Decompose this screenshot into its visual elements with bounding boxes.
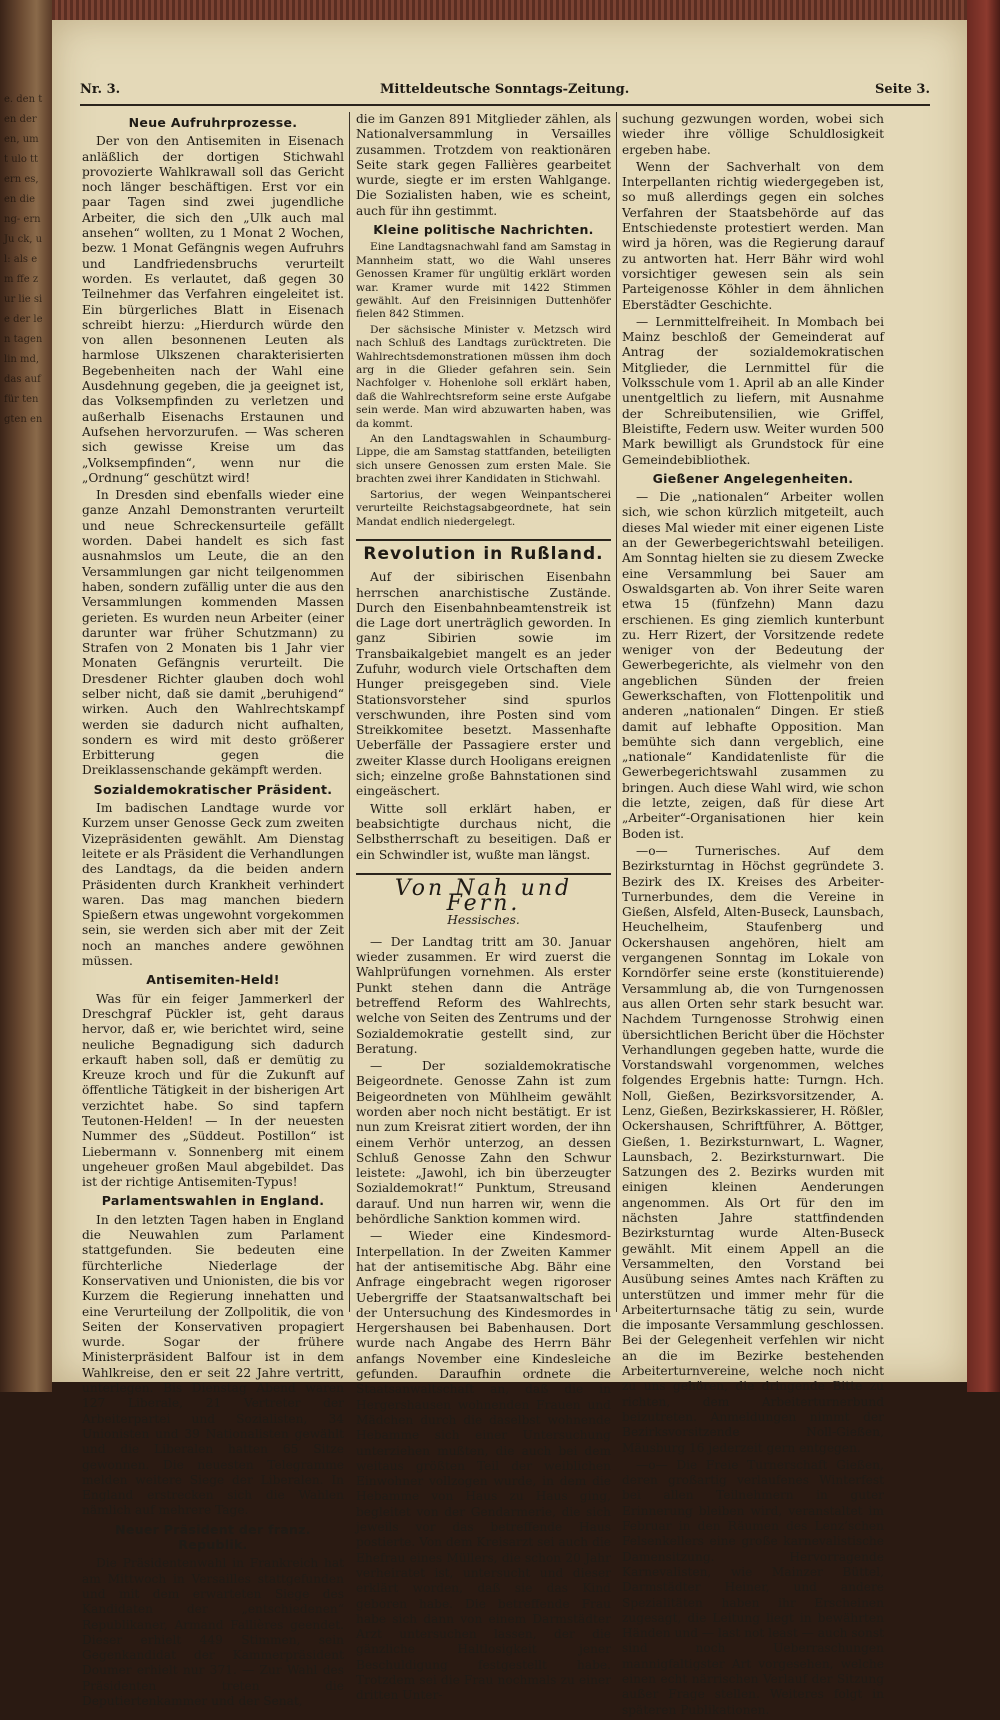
header-rule [80, 104, 930, 106]
paragraph: — Wieder eine Kindesmord-Interpellation. In der Zweiten Kammer hat der antisemitische Abg. Bähr eine Anfrage eingebracht wegen rigoroser Uebergriffe der Staatsanwaltschaft bei der Untersuchung des Kindesmordes in Hergershausen bei Babenhausen. Dort wurde nach Angabe des Herrn Bähr anfangs November eine Kindesleiche gefunden. Daraufhin ordnete die Staatsanwaltschaft an, daß die in Hergershausen wohnenden Frauen und Mädchen durch die daselbst wohnende Hebamme sich einer Untersuchung unterziehen mußten, die auch bei dem weitaus größten Teil der weiblichen Einwohner vollzogen wurde, in dem die Hebamme von Haus zu Haus ging, begleitet von der Gendarmerie, die sich jeweils vor das betreffende Haus postierte. Von dem Kreisarzt sei auch die Ehefrau eines Müllers, die schon 20 Jahr verheiratet ist, untersucht und dieser erklärt worden, daß sie das Kind geboren habe. Die betreffende Frau habe sich dann von einem Darmstädter Arzt untersuchen lassen, der die gänzliche Haltlosigkeit jener Beschuldigung festgestellt habe. Trotzdem sei die Frau nochmals zu einer dritten Unter- [356, 1229, 611, 1703]
paragraph: Der von den Antisemiten in Eisenach anläßlich der dortigen Stichwahl provozierte Wahlkrawall soll das Gericht noch länger beschäftigen. Erst vor ein paar Tagen sind zwei jugendliche Arbeiter, die sich den „Ulk auch mal ansehen“ wollten, zu 1 Monat 2 Wochen, bezw. 1 Monat Gefängnis wegen Aufruhrs und Landfriedensbruchs verurteilt worden. Es verlautet, daß gegen 30 Teilnehmer das Verfahren eingeleitet ist. Ein bürgerliches Blatt in Eisenach schreibt hierzu: „Hierdurch würde den von allen besonnenen Leuten als harmlose Ulkszenen charakterisierten Begebenheiten nach der Wahl eine Ausdehnung gegeben, die ja geeignet ist, das Volksempfinden zu verletzen und außerhalb Eisenachs Erstaunen und Aufsehen hervorzurufen. — Was scheren sich gewisse Kreise um das „Volksempfinden“, wenn nur die „Ordnung“ geschützt wird! [82, 134, 344, 485]
paragraph: In Dresden sind ebenfalls wieder eine ganze Anzahl Demonstranten verurteilt und neue Schreckensurteile gefällt worden. Dabei handelt es sich fast ausnahmslos um Leute, die an den Versammlungen gar nicht teilgenommen haben, sondern zufällig unter die aus den Versammlungen kommenden Massen gerieten. Es wurden neun Arbeiter (einer darunter war früher Schutzmann) zu Strafen von 2 Monaten bis 1 Jahr vier Monaten Gefängnis verurteilt. Die Dresdener Richter glauben doch wohl selber nicht, daß sie damit „beruhigend“ wirken. Auch den Wahlrechtskampf werden sie dadurch nicht aufhalten, sondern es wird mit desto größerer Erbitterung gegen die Dreiklassenschande gekämpft werden. [82, 488, 344, 778]
paragraph: —o— Turnerisches. Auf dem Bezirksturntag in Höchst gegründete 3. Bezirk des IX. Kreises des Arbeiter-Turnerbundes, dem die Vereine in Gießen, Alsfeld, Alten-Buseck, Launsbach, Heuchelheim, Staufenberg und Ockershausen angehören, hielt am vergangenen Sonntag im Lokale von Korndörfer seine erste (konstituierende) Versammlung ab, die von Turngenossen aus allen Orten sehr stark besucht war. Nachdem Turngenosse Strohwig einen übersichtlichen Bericht über die Höchster Verhandlungen gegeben hatte, wurde die Vorstandswahl vorgenommen, welches folgendes Ergebnis hatte: Turngn. Hch. Noll, Gießen, Bezirksvorsitzender, A. Lenz, Gießen, Bezirkskassierer, H. Rößler, Ockershausen, Schriftführer, A. Böttger, Gießen, 1. Bezirksturnwart, L. Wagner, Launsbach, 2. Bezirksturnwart. Die Satzungen des 2. Bezirks wurden mit einigen kleinen Aenderungen angenommen. Als Ort für den im nächsten Jahre stattfindenden Bezirksturntag wurde Alten-Buseck gewählt. Mit einem Appell an die Versammelten, den Vorstand bei Ausübung seines Amtes nach Kräften zu unterstützen und immer mehr für die Arbeiterturnsache tätig zu sein, wurde die imposante Versammlung geschlossen. Bei der Gelegenheit verfehlen wir nicht an die im Bezirke bestehenden Arbeiterturnvereine, welche noch nicht zu uns gehören, die dringende Bitte zu richten, dem Arbeiterturnerbund beizutreten. Anmeldungen nimmt der Bezirksvorsitzende Noll-Gießen, Mäusburg 16 jederzeit gern entgegen. [622, 843, 884, 1455]
column-divider [349, 112, 350, 1312]
book-binding-right [967, 0, 1000, 1392]
headline: Kleine politische Nachrichten. [373, 222, 594, 238]
paragraph: An den Landtagswahlen in Schaumburg-Lippe, die am Samstag stattfanden, beteiligten sich unsere Genossen zum ersten Male. Sie brachten zwei ihrer Kandidaten in Stichwahl. [356, 433, 611, 486]
column-divider [616, 112, 617, 1312]
paragraph: —o— Die Freie Turnerschaft Gießen, deren großartig verlaufenes Winterfest bei allen Teilnehmern in guter Erinnerung bleiben wird, veranstaltet im Februar in den Räumen des Lenz’schen Felsenkellers eine große karnevalistische Damensitzung. Hervorragende Karnevalisten, wie Mainzer Büttel, Darmstädter Heiner, und andere Spezialitäten haben ihr Erscheinen zugesagt, die Leitung liegt in bewährten Händen und — last not least — auch sonst sind noch Ueberraschungen mannigfaltigster Art vorgesehen, welche einen echt närrischen Verlauf der Sitzung außer Frage stellen. Weiteres folgt in späteren Publikationen. [622, 1457, 884, 1717]
adjacent-page-fragment: e. den ten der en, um t ulo tt ern es, en die ng- ern Ju ck, ul: als em ffe zur lie sie der len tagen lin md, das auf für ten gten en [4, 94, 43, 425]
paragraph: Sartorius, der wegen Weinpantscherei verurteilte Reichstagsabgeordnete, hat sein Mandat endlich niedergelegt. [356, 488, 611, 528]
paragraph: suchung gezwungen worden, wobei sich wieder ihre völlige Schuldlosigkeit ergeben habe. [622, 112, 884, 157]
headline: Neuer Präsident der franz. Republik. [115, 1521, 311, 1553]
book-binding-left [0, 0, 52, 1392]
paragraph: Im badischen Landtage wurde vor Kurzem unser Genosse Geck zum zweiten Vizepräsidenten gewählt. Am Dienstag leitete er als Präsident die Verhandlungen des Landtags, da die beiden andern Präsidenten durch Krankheit verhindert waren. Das mag manchen biedern Spießern etwas ungewohnt vorgekommen sein, sie werden sich aber mit der Zeit noch an manches andere gewöhnen müssen. [82, 801, 344, 969]
paragraph: — Die „nationalen“ Arbeiter wollen sich, wie schon kürzlich mitgeteilt, auch dieses Mal wieder mit einer eigenen Liste an der Gewerbegerichtswahl beteiligen. Am Sonntag hielten sie zu diesem Zwecke eine Versammlung bei Sauer am Oswaldsgarten ab. Von ihrer Seite waren etwa 15 (fünfzehn) Mann dazu erschienen. Es ging ziemlich kunterbunt zu. Herr Rizert, der Vorsitzende redete weniger von der Bedeutung der Gewerbegerichte, als vielmehr von den angeblichen Sünden der freien Gewerkschaften, von Flottenpolitik und anderen „nationalen“ Dingen. Er stieß damit auf lebhafte Opposition. Man bemühte sich dann vergeblich, eine „nationale“ Kandidatenliste für die Gewerbegerichtswahl zusammen zu bringen. Auch diese Wahl wird, wie schon die letzte, zeigen, daß für diese Art „Arbeiter“-Organisationen hier kein Boden ist. [622, 490, 884, 841]
headline: Parlamentswahlen in England. [101, 1193, 325, 1209]
column-2 [356, 112, 611, 1706]
headline: Neue Aufruhrprozesse. [128, 115, 298, 130]
book-top-edge [52, 0, 967, 22]
newspaper-title: Mitteldeutsche Sonntags-Zeitung. [380, 82, 630, 97]
paragraph: Witte soll erklärt haben, er beabsichtigte durchaus nicht, die Selbstherrschaft zu beseitigen. Daß er ein Schwindler ist, wußte man längst. [356, 801, 611, 862]
newspaper-page [52, 20, 967, 1717]
paragraph: — Der Landtag tritt am 30. Januar wieder zusammen. Er wird zuerst die Wahlprüfungen vornehmen. Als erster Punkt stehen dann die Anträge betreffend Reform des Wahlrechts, welche von Seiten des Zentrums und der Sozialdemokratie gestellt sind, zur Beratung. [356, 934, 611, 1056]
column-3 [622, 112, 884, 1720]
page-header [80, 82, 930, 104]
paragraph: Der sächsische Minister v. Metzsch wird nach Schluß des Landtags zurücktreten. Die Wahlrechtsdemonstrationen müssen ihm doch arg in die Glieder gefahren sein. Sein Nachfolger v. Hohenlohe soll erklärt haben, daß die Wahlrechtsreform seine erste Aufgabe sein werde. Man wird abzuwarten haben, was da kommt. [356, 323, 611, 430]
section-headline: Revolution in Rußland. [356, 539, 611, 562]
headline: Sozialdemokratischer Präsident. [93, 781, 333, 797]
news-briefs [356, 241, 611, 529]
subsection-title: Hessisches. [447, 913, 520, 928]
headline: Antisemiten-Held! [146, 972, 280, 988]
paragraph: Eine Landtagsnachwahl fand am Samstag in Mannheim statt, wo die Wahl unseres Genossen Kramer für ungültig erklärt worden war. Kramer wurde mit 1422 Stimmen gewählt. Auf den Freisinnigen Duttenhöfer fielen 842 Stimmen. [356, 241, 611, 321]
column-1 [82, 112, 344, 1711]
paragraph: Die Präsidentenwahl in Frankreich hat am Mittwoch in Versailles stattgefunden und mit dem erwarteten Siege des Kandidaten der „entschiedenen“ Republikaner, Armand Fallières geendet. Dieser erhielt 449 Stimmen, sein Gegenkandidat der Kammerpräsident Doumer erhielt nur 371. — Zur Wahl des Präsidenten treten die Deputiertenkammer und der Senat, [82, 1556, 344, 1708]
paragraph: Wenn der Sachverhalt von dem Interpellanten richtig wiedergegeben ist, so muß allerdings gegen ein solches Verfahren der Staatsbehörde auf das Entschiedenste protestiert werden. Man wird ja hören, was die Regierung darauf zu antworten hat. Herr Bähr wird wohl vorsichtiger gewesen sein als sein Parteigenosse Köhler in dem ähnlichen Eberstädter Geschichte. [622, 159, 884, 312]
headline: Gießener Angelegenheiten. [652, 470, 854, 486]
paragraph: die im Ganzen 891 Mitglieder zählen, als Nationalversammlung in Versailles zusammen. Trotzdem von reaktionären Seite stark gegen Fallières gearbeitet wurde, siegte er im ersten Wahlgange. Die Sozialisten haben, wie es scheint, auch für ihn gestimmt. [356, 112, 611, 218]
page-number: Seite 3. [875, 82, 930, 97]
paragraph: In den letzten Tagen haben in England die Neuwahlen zum Parlament stattgefunden. Sie bedeuten eine fürchterliche Niederlage der Konservativen und Unionisten, die bis vor Kurzem die Regierung innehatten und eine Verurteilung der Zollpolitik, die von Seiten der Konservativen propagiert wurde. Sogar der frühere Ministerpräsident Balfour ist in dem Wahlkreise, den er seit 22 Jahre vertritt, unterlegen. Bis Dienstag Abend waren 127 Liberale, 21 Vertreter der Arbeiterpartei und Sozialisten, 34 Unionisten und 39 Nationalisten gewählt und die Liberalen hatten 65 Sitze gewonnen. Die neuesten Telegramme melden weitere Siege der Liberalen. In England erstrecken sich die Wahlen nämlich auf mehrere Tage. [82, 1212, 344, 1518]
paragraph: — Lernmittelfreiheit. In Mombach bei Mainz beschloß der Gemeinderat auf Antrag der sozialdemokratischen Mitglieder, die Lernmittel für die Volksschule vom 1. April ab an alle Kinder unentgeltlich zu liefern, mit Ausnahme der Schreibutensilien, wie Griffel, Bleistifte, Federn usw. Weiter wurden 500 Mark bewilligt als Grundstock für eine Gemeindebibliothek. [622, 314, 884, 467]
issue-number: Nr. 3. [80, 82, 121, 97]
paragraph: Auf der sibirischen Eisenbahn herrschen anarchistische Zustände. Durch den Eisenbahnbeamtenstreik ist die Lage dort unerträglich geworden. In ganz Sibirien sowie im Transbaikalgebiet mangelt es an jeder Zufuhr, wodurch viele Ortschaften dem Hunger preisgegeben sind. Viele Stationsvorsteher sind spurlos verschwunden, ihre Posten sind vom Streikkomitee besetzt. Massenhafte Ueberfälle der Passagiere erster und zweiter Klasse durch Hooligans ereignen sich; einzelne große Bahnstationen sind eingeäschert. [356, 570, 611, 799]
paragraph: — Der sozialdemokratische Beigeordnete. Genosse Zahn ist zum Beigeordneten von Mühlheim gewählt worden aber noch nicht bestätigt. Er ist nun zum Kreisrat zitiert worden, der ihn einem Verhör unterzog, an dessen Schluß Genosse Zahn den Schwur leistete: „Jawohl, ich bin überzeugter Sozialdemokrat!“ Punktum, Streusand darauf. Und nun harren wir, wenn die behördliche Sanktion kommen wird. [356, 1059, 611, 1227]
paragraph: Was für ein feiger Jammerkerl der Dreschgraf Pückler ist, geht daraus hervor, daß er, wie berichtet wird, seine neuliche Begnadigung sich dadurch erkauft haben soll, daß er demütig zu Kreuze kroch und für die Zukunft auf öffentliche Tätigkeit in der bisherigen Art verzichtet habe. So sind tapfern Teutonen-Helden! — In der neuesten Nummer des „Süddeut. Postillon“ ist Liebermann v. Sonnenberg mit einem ungeheuer großen Maul abgebildet. Das ist der richtige Antisemiten-Typus! [82, 991, 344, 1190]
section-banner: Von Nah und Fern. [356, 873, 611, 912]
